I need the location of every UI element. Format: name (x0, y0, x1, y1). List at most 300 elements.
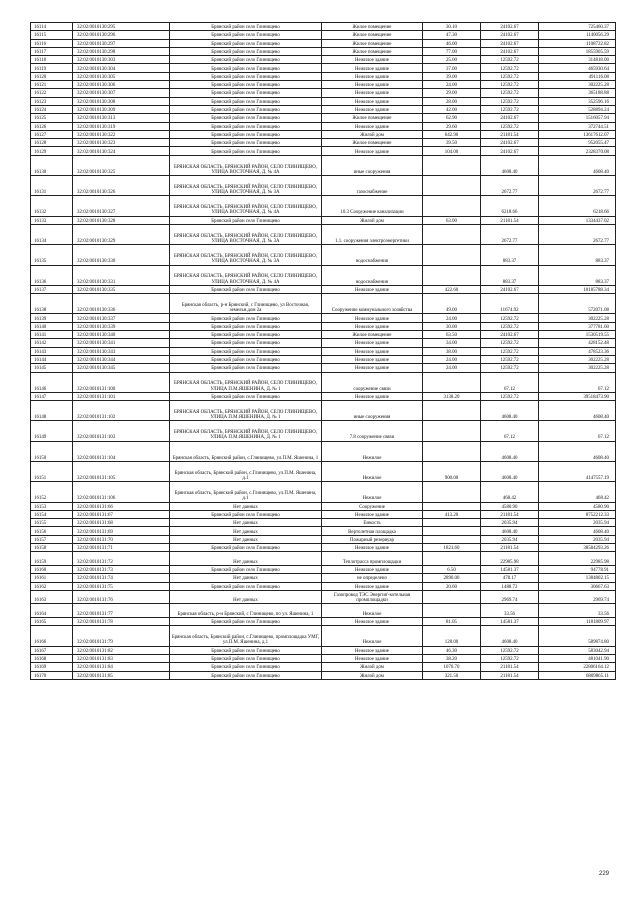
table-row (31, 582, 616, 590)
object-type-cell: 1.1. сооружения электроэнергетики (322, 224, 423, 244)
unit-value-cell: 12592.72 (481, 72, 539, 80)
object-type-cell: Нежилое здание (322, 81, 423, 89)
cadastral-value-cell: 314818.00 (539, 56, 616, 64)
table-row (31, 519, 616, 527)
cadastral-number-cell: 32:02:0010130:326 (73, 176, 170, 196)
cadastral-value-cell: 528894.24 (539, 105, 616, 113)
table-row (31, 527, 616, 535)
address-cell: Брянский район село Глинищево (170, 544, 322, 552)
cadastral-value-cell: 377781.60 (539, 322, 616, 330)
cadastral-number-cell: 32:02:0010131:69 (73, 527, 170, 535)
cadastral-value-cell: 4608.40 (539, 155, 616, 175)
row-number-cell: 16155 (31, 519, 73, 527)
table-row (31, 510, 616, 518)
unit-value-cell: 21181.54 (481, 544, 539, 552)
row-number-cell: 16153 (31, 502, 73, 510)
unit-value-cell: 21181.54 (481, 671, 539, 679)
object-type-cell: Пожарный резервуар (322, 535, 423, 543)
table-row (31, 72, 616, 80)
row-number-cell: 16125 (31, 114, 73, 122)
unit-value-cell: 4608.40 (481, 441, 539, 461)
row-number-cell: 16121 (31, 81, 73, 89)
cadastral-number-cell: 32:02:0010130:319 (73, 122, 170, 130)
unit-value-cell: 12592.72 (481, 56, 539, 64)
address-cell: Брянский район село Глинищево (170, 122, 322, 130)
unit-value-cell: 12592.72 (481, 339, 539, 347)
object-type-cell: Теплотрасса промплощадки (322, 552, 423, 566)
area-cell: 321.50 (423, 671, 481, 679)
cadastral-value-cell: 1334437.02 (539, 216, 616, 224)
cadastral-number-cell: 32:02:0010130:308 (73, 97, 170, 105)
area-cell (423, 245, 481, 265)
area-cell: 128.00 (423, 626, 481, 646)
cadastral-number-cell: 32:02:0010131:104 (73, 441, 170, 461)
unit-value-cell: 478.17 (481, 574, 539, 582)
address-cell: Брянская область, Брянский район, с.Глинищево, ул.П.М. Яшенина, 1 (170, 441, 322, 461)
cadastral-value-cell: 4608.40 (539, 401, 616, 421)
row-number-cell: 16142 (31, 339, 73, 347)
area-cell: 81.05 (423, 618, 481, 626)
row-number-cell: 16146 (31, 372, 73, 392)
cadastral-value-cell: 372744.51 (539, 122, 616, 130)
area-cell: 38.00 (423, 347, 481, 355)
object-type-cell: Нежилое (322, 604, 423, 618)
cadastral-value-cell: 4608.40 (539, 441, 616, 461)
cadastral-value-cell: 67.12 (539, 421, 616, 441)
area-cell: 422.60 (423, 285, 481, 293)
address-cell: Брянский район село Глинищево (170, 130, 322, 138)
address-cell: Брянский район село Глинищево (170, 582, 322, 590)
table-row (31, 97, 616, 105)
object-type-cell: Нежилое здание (322, 347, 423, 355)
object-type-cell: Нежилое здание (322, 89, 423, 97)
table-row (31, 114, 616, 122)
cadastral-value-cell: 22985.98 (539, 552, 616, 566)
row-number-cell: 16115 (31, 31, 73, 39)
object-type-cell: Нежилое здание (322, 285, 423, 293)
cadastral-value-cell: 13617612.07 (539, 130, 616, 138)
table-row (31, 502, 616, 510)
area-cell: 49.00 (423, 294, 481, 314)
cadastral-number-cell: 32:02:0010131:100 (73, 372, 170, 392)
object-type-cell: Жилое помещение (322, 139, 423, 147)
table-row (31, 590, 616, 604)
unit-value-cell: 21181.54 (481, 510, 539, 518)
table-row (31, 372, 616, 392)
cadastral-value-cell: 2672.77 (539, 224, 616, 244)
cadastral-number-cell: 32:02:0010131:76 (73, 590, 170, 604)
area-cell (423, 224, 481, 244)
address-cell: Нет данных (170, 535, 322, 543)
area-cell: 39.00 (423, 72, 481, 80)
row-number-cell: 16131 (31, 176, 73, 196)
unit-value-cell: 4608.40 (481, 527, 539, 535)
row-number-cell: 16119 (31, 64, 73, 72)
unit-value-cell: 12592.72 (481, 105, 539, 113)
area-cell (423, 196, 481, 216)
area-cell (423, 482, 481, 502)
address-cell: Брянский район село Глинищево (170, 671, 322, 679)
object-type-cell: Жилое помещение (322, 114, 423, 122)
cadastral-number-cell: 32:02:0010130:303 (73, 56, 170, 64)
cadastral-number-cell: 32:02:0010131:72 (73, 552, 170, 566)
address-cell: Брянский район село Глинищево (170, 139, 322, 147)
address-cell: Брянская область, Брянский район, с.Глинищево, ул.П.М. Яшенина, д.1 (170, 482, 322, 502)
cadastral-number-cell: 32:02:0010131:66 (73, 502, 170, 510)
table-row (31, 176, 616, 196)
cadastral-number-cell: 32:02:0010130:296 (73, 31, 170, 39)
area-cell (423, 265, 481, 285)
cadastral-value-cell: 583042.94 (539, 646, 616, 654)
object-type-cell: Нежилое здание (322, 322, 423, 330)
cadastral-value-cell: 4608.40 (539, 527, 616, 535)
object-type-cell: Нежилое здание (322, 392, 423, 400)
row-number-cell: 16140 (31, 322, 73, 330)
cadastral-number-cell: 32:02:0010130:341 (73, 339, 170, 347)
row-number-cell: 16120 (31, 72, 73, 80)
object-type-cell: 7.8 сооружение связи (322, 421, 423, 441)
row-number-cell: 16148 (31, 401, 73, 421)
area-cell: 24.00 (423, 355, 481, 363)
cadastral-value-cell: 365188.88 (539, 89, 616, 97)
cadastral-number-cell: 32:02:0010130:325 (73, 155, 170, 175)
cadastral-value-cell: 302225.28 (539, 81, 616, 89)
area-cell: 46.30 (423, 646, 481, 654)
area-cell: 46.00 (423, 39, 481, 47)
cadastral-number-cell: 32:02:0010130:297 (73, 39, 170, 47)
address-cell: Брянская область, р-н Брянский, с Глинищево, по ул. Яшенина, 1 (170, 604, 322, 618)
table-row (31, 574, 616, 582)
area-cell: 34.00 (423, 339, 481, 347)
address-cell: Брянский район село Глинищево (170, 364, 322, 372)
address-cell: Нет данных (170, 574, 322, 582)
row-number-cell: 16129 (31, 147, 73, 155)
table-row (31, 355, 616, 363)
object-type-cell: Нежилое (322, 461, 423, 481)
object-type-cell: Нежилое здание (322, 355, 423, 363)
row-number-cell: 16167 (31, 646, 73, 654)
unit-value-cell: 4608.40 (481, 626, 539, 646)
unit-value-cell: 24102.67 (481, 23, 539, 31)
cadastral-number-cell: 32:02:0010131:77 (73, 604, 170, 618)
cadastral-number-cell: 32:02:0010131:103 (73, 421, 170, 441)
cadastral-value-cell: 4147557.19 (539, 461, 616, 481)
unit-value-cell: 67.12 (481, 421, 539, 441)
cadastral-value-cell: 465930.64 (539, 64, 616, 72)
address-cell: Брянский район село Глинищево (170, 47, 322, 55)
row-number-cell: 16138 (31, 294, 73, 314)
address-cell: БРЯНСКАЯ ОБЛАСТЬ, БРЯНСКИЙ РАЙОН, СЕЛО ГЛИНИЩЕВО, УЛИЦА ВОСТОЧНАЯ, Д. № 3А (170, 245, 322, 265)
object-type-cell: Жилой дом (322, 671, 423, 679)
cadastral-value-cell: 952055.47 (539, 139, 616, 147)
row-number-cell: 16149 (31, 421, 73, 441)
cadastral-number-cell: 32:02:0010131:79 (73, 626, 170, 646)
cadastral-number-cell: 32:02:0010130:344 (73, 355, 170, 363)
address-cell: Нет данных (170, 527, 322, 535)
table-row (31, 314, 616, 322)
cadastral-number-cell: 32:02:0010130:322 (73, 130, 170, 138)
cadastral-number-cell: 32:02:0010131:74 (73, 574, 170, 582)
row-number-cell: 16161 (31, 574, 73, 582)
object-type-cell: Нежилое здание (322, 339, 423, 347)
address-cell: Нет данных (170, 502, 322, 510)
address-cell: БРЯНСКАЯ ОБЛАСТЬ, БРЯНСКИЙ РАЙОН, СЕЛО ГЛИНИЩЕВО, УЛИЦА ВОСТОЧНАЯ, Д. № 4А (170, 155, 322, 175)
address-cell: Брянский район село Глинищево (170, 339, 322, 347)
unit-value-cell: 12592.72 (481, 64, 539, 72)
unit-value-cell: 12592.72 (481, 355, 539, 363)
cadastral-number-cell: 32:02:0010130:330 (73, 245, 170, 265)
cadastral-number-cell: 32:02:0010130:343 (73, 347, 170, 355)
object-type-cell: Нежилое здание (322, 56, 423, 64)
cadastral-number-cell: 32:02:0010131:70 (73, 535, 170, 543)
row-number-cell: 16151 (31, 461, 73, 481)
cadastral-number-cell: 32:02:0010130:327 (73, 196, 170, 216)
object-type-cell: водоснабжения (322, 245, 423, 265)
address-cell: Брянский район село Глинищево (170, 322, 322, 330)
address-cell: Брянский район село Глинищево (170, 97, 322, 105)
object-type-cell: Жилое помещение (322, 47, 423, 55)
unit-value-cell: 24102.67 (481, 39, 539, 47)
cadastral-value-cell: 2969.74 (539, 590, 616, 604)
object-type-cell: Нежилое здание (322, 565, 423, 573)
area-cell: 30.10 (423, 23, 481, 31)
area-cell: 6.50 (423, 565, 481, 573)
row-number-cell: 16114 (31, 23, 73, 31)
unit-value-cell: 24102.67 (481, 114, 539, 122)
unit-value-cell: 12592.72 (481, 314, 539, 322)
table-row (31, 671, 616, 679)
area-cell: 25.00 (423, 56, 481, 64)
address-cell: Брянский район село Глинищево (170, 510, 322, 518)
unit-value-cell: 883.37 (481, 265, 539, 285)
area-cell (423, 535, 481, 543)
area-cell: 24.00 (423, 314, 481, 322)
table-row (31, 23, 616, 31)
area-cell (423, 421, 481, 441)
address-cell: БРЯНСКАЯ ОБЛАСТЬ, БРЯНСКИЙ РАЙОН, СЕЛО ГЛИНИЩЕВО, УЛИЦА ВОСТОЧНАЯ, Д. № 3А (170, 176, 322, 196)
table-row (31, 139, 616, 147)
object-type-cell: иные сооружения (322, 155, 423, 175)
cadastral-number-cell: 32:02:0010131:101 (73, 392, 170, 400)
cadastral-number-cell: 32:02:0010131:67 (73, 510, 170, 518)
unit-value-cell: 4580.90 (481, 502, 539, 510)
cadastral-number-cell: 32:02:0010131:68 (73, 519, 170, 527)
table-row (31, 331, 616, 339)
object-type-cell: Нежилое здание (322, 72, 423, 80)
address-cell: Брянский район село Глинищево (170, 216, 322, 224)
address-cell: БРЯНСКАЯ ОБЛАСТЬ, БРЯНСКИЙ РАЙОН, СЕЛО ГЛИНИЩЕВО, УЛИЦА ВОСТОЧНАЯ, Д. № 4А (170, 196, 322, 216)
address-cell: Брянский район село Глинищево (170, 64, 322, 72)
area-cell (423, 401, 481, 421)
table-row (31, 216, 616, 224)
cadastral-number-cell: 32:02:0010130:306 (73, 81, 170, 89)
area-cell: 29.00 (423, 89, 481, 97)
object-type-cell: Жилой дом (322, 663, 423, 671)
unit-value-cell: 12592.72 (481, 654, 539, 662)
unit-value-cell: 24102.67 (481, 147, 539, 155)
cadastral-value-cell: 883.37 (539, 245, 616, 265)
table-row (31, 646, 616, 654)
table-row (31, 392, 616, 400)
area-cell: 28.00 (423, 97, 481, 105)
row-number-cell: 16150 (31, 441, 73, 461)
table-row (31, 552, 616, 566)
row-number-cell: 16154 (31, 510, 73, 518)
address-cell: Брянский район село Глинищево (170, 39, 322, 47)
object-type-cell: не определено (322, 574, 423, 582)
unit-value-cell: 468.42 (481, 482, 539, 502)
table-row (31, 347, 616, 355)
table-row (31, 364, 616, 372)
address-cell: Брянский район село Глинищево (170, 285, 322, 293)
table-row (31, 441, 616, 461)
area-cell: 62.90 (423, 114, 481, 122)
cadastral-value-cell: 33.56 (539, 604, 616, 618)
cadastral-value-cell: 1855905.59 (539, 47, 616, 55)
cadastral-number-cell: 32:02:0010131:75 (73, 582, 170, 590)
object-type-cell: Сооружение (322, 502, 423, 510)
cadastral-value-cell: 1516057.94 (539, 114, 616, 122)
cadastral-value-cell: 1108722.82 (539, 39, 616, 47)
object-type-cell: Нежилое здание (322, 510, 423, 518)
row-number-cell: 16127 (31, 130, 73, 138)
cadastral-number-cell: 32:02:0010131:71 (73, 544, 170, 552)
object-type-cell: Емкость (322, 519, 423, 527)
row-number-cell: 16133 (31, 216, 73, 224)
row-number-cell: 16117 (31, 47, 73, 55)
row-number-cell: 16160 (31, 565, 73, 573)
cadastral-number-cell: 32:02:0010131:83 (73, 654, 170, 662)
table-row (31, 461, 616, 481)
address-cell: Брянский район село Глинищево (170, 147, 322, 155)
unit-value-cell: 67.12 (481, 372, 539, 392)
unit-value-cell: 12592.72 (481, 322, 539, 330)
cadastral-value-cell: 883.37 (539, 265, 616, 285)
unit-value-cell: 4608.40 (481, 155, 539, 175)
unit-value-cell: 12592.72 (481, 122, 539, 130)
row-number-cell: 16156 (31, 527, 73, 535)
cadastral-number-cell: 32:02:0010131:106 (73, 482, 170, 502)
unit-value-cell: 12592.72 (481, 89, 539, 97)
cadastral-number-cell: 32:02:0010130:298 (73, 47, 170, 55)
address-cell: Брянский район село Глинищево (170, 56, 322, 64)
object-type-cell: Нежилое (322, 626, 423, 646)
unit-value-cell: 14581.37 (481, 565, 539, 573)
area-cell: 413.20 (423, 510, 481, 518)
unit-value-cell: 6218.66 (481, 196, 539, 216)
address-cell: Брянский район село Глинищево (170, 646, 322, 654)
row-number-cell: 16165 (31, 618, 73, 626)
table-row (31, 122, 616, 130)
address-cell: Брянская область, р-н Брянский, с Глинищево, ул Восточная, земельн.дом 2а (170, 294, 322, 314)
address-cell: Брянский район село Глинищево (170, 392, 322, 400)
cadastral-value-cell: 1181809.97 (539, 618, 616, 626)
area-cell (423, 372, 481, 392)
address-cell: Брянский район село Глинищево (170, 347, 322, 355)
unit-value-cell: 22985.98 (481, 552, 539, 566)
cadastral-value-cell: 1530519.55 (539, 331, 616, 339)
unit-value-cell: 2672.77 (481, 224, 539, 244)
row-number-cell: 16145 (31, 364, 73, 372)
area-cell: 37.00 (423, 64, 481, 72)
area-cell: 77.00 (423, 47, 481, 55)
address-cell: Брянский район село Глинищево (170, 31, 322, 39)
address-cell: Брянская область, Брянский район, с.Глинищево, ул.П.М. Яшенина, д.1 (170, 461, 322, 481)
address-cell: Брянский район село Глинищево (170, 23, 322, 31)
cadastral-number-cell: 32:02:0010130:337 (73, 314, 170, 322)
area-cell: 63.00 (423, 216, 481, 224)
object-type-cell: Нежилое здание (322, 314, 423, 322)
row-number-cell: 16135 (31, 245, 73, 265)
unit-value-cell: 12592.72 (481, 81, 539, 89)
table-row (31, 626, 616, 646)
table-row (31, 31, 616, 39)
cadastral-number-cell: 32:02:0010130:313 (73, 114, 170, 122)
table-row (31, 196, 616, 216)
area-cell: 1821.60 (423, 544, 481, 552)
object-type-cell: Жилое помещение (322, 331, 423, 339)
table-row (31, 654, 616, 662)
address-cell: БРЯНСКАЯ ОБЛАСТЬ, БРЯНСКИЙ РАЙОН, СЕЛО ГЛИНИЩЕВО, УЛИЦА П.М.ЯШЕНИНА, Д. № 1 (170, 372, 322, 392)
address-cell: Брянская область, Брянский район, с.Глинищево, промплощадка УМГ, ул.П.М. Яшенина, д.1 (170, 626, 322, 646)
cadastral-number-cell: 32:02:0010131:85 (73, 671, 170, 679)
cadastral-number-cell: 32:02:0010130:329 (73, 224, 170, 244)
area-cell (423, 527, 481, 535)
area-cell (423, 441, 481, 461)
address-cell: Брянский район село Глинищево (170, 618, 322, 626)
unit-value-cell: 24102.67 (481, 47, 539, 55)
unit-value-cell: 12592.72 (481, 364, 539, 372)
address-cell: Брянский район село Глинищево (170, 331, 322, 339)
row-number-cell: 16132 (31, 196, 73, 216)
cadastral-value-cell: 8752212.33 (539, 510, 616, 518)
address-cell: Нет данных (170, 519, 322, 527)
cadastral-value-cell: 2672.77 (539, 176, 616, 196)
cadastral-number-cell: 32:02:0010130:309 (73, 105, 170, 113)
cadastral-number-cell: 32:02:0010130:328 (73, 216, 170, 224)
area-cell: 39.50 (423, 139, 481, 147)
area-cell: 24.00 (423, 81, 481, 89)
cadastral-value-cell: 1384802.15 (539, 574, 616, 582)
address-cell: Брянский район село Глинищево (170, 314, 322, 322)
area-cell: 38.20 (423, 654, 481, 662)
object-type-cell: Жилое помещение (322, 23, 423, 31)
cadastral-value-cell: 1140056.29 (539, 31, 616, 39)
cadastral-value-cell: 572071.08 (539, 294, 616, 314)
cadastral-value-cell: 352596.16 (539, 97, 616, 105)
row-number-cell: 16144 (31, 355, 73, 363)
cadastral-number-cell: 32:02:0010131:78 (73, 618, 170, 626)
object-type-cell: Сооружение коммунального хозяйства (322, 294, 423, 314)
address-cell: БРЯНСКАЯ ОБЛАСТЬ, БРЯНСКИЙ РАЙОН, СЕЛО ГЛИНИЩЕВО, УЛИЦА П.М.ЯШЕНИНА, Д. № 1 (170, 421, 322, 441)
area-cell (423, 519, 481, 527)
cadastral-number-cell: 32:02:0010130:335 (73, 285, 170, 293)
row-number-cell: 16170 (31, 671, 73, 679)
cadastral-number-cell: 32:02:0010130:331 (73, 265, 170, 285)
row-number-cell: 16137 (31, 285, 73, 293)
row-number-cell: 16168 (31, 654, 73, 662)
object-type-cell: сооружение связи (322, 372, 423, 392)
cadastral-value-cell: 478523.36 (539, 347, 616, 355)
cadastral-number-cell: 32:02:0010131:84 (73, 663, 170, 671)
unit-value-cell: 21181.54 (481, 130, 539, 138)
object-type-cell: Жилой дом (322, 130, 423, 138)
address-cell: Брянский район село Глинищево (170, 114, 322, 122)
cadastral-value-cell: 30667.63 (539, 582, 616, 590)
area-cell: 30.00 (423, 322, 481, 330)
unit-value-cell: 24102.67 (481, 285, 539, 293)
cadastral-number-cell: 32:02:0010130:295 (73, 23, 170, 31)
